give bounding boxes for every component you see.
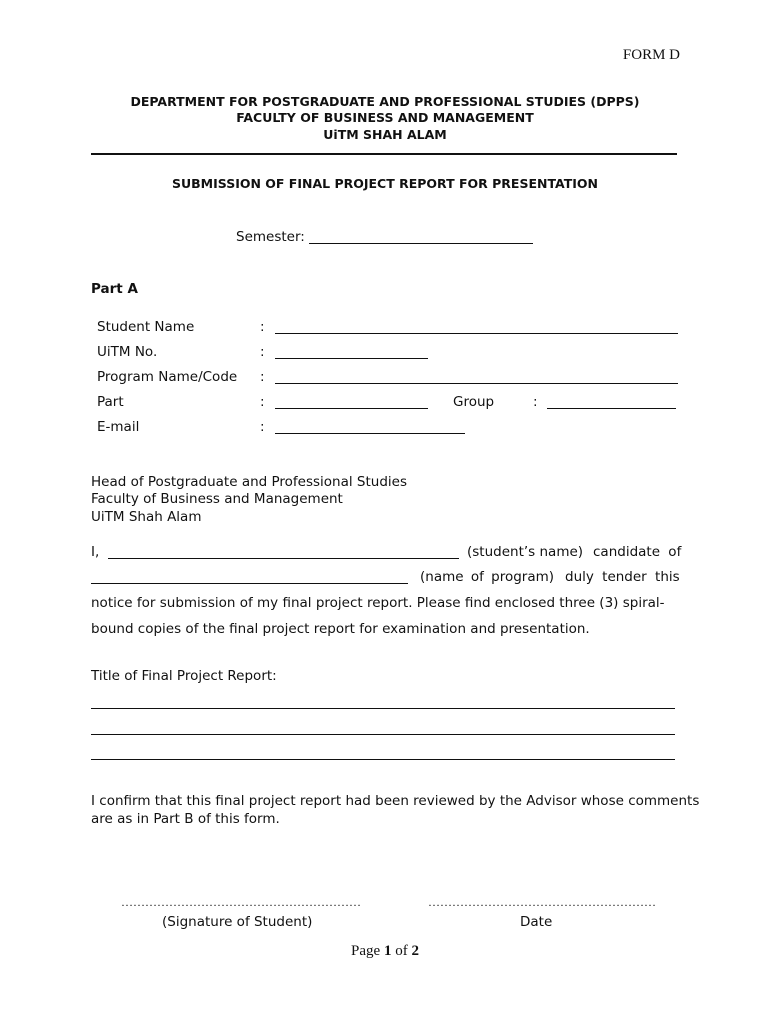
colon: : — [260, 369, 265, 385]
part-label: Part — [97, 394, 124, 410]
date-label: Date — [520, 914, 553, 930]
page-number: 1 — [383, 943, 392, 959]
colon: : — [260, 394, 265, 410]
confirm-line-1: I confirm that this final project report had been reviewed by the Advisor whose comments — [91, 793, 700, 809]
uitm-no-field[interactable] — [275, 358, 428, 359]
colon: : — [260, 419, 265, 435]
part-a-title: Part A — [91, 281, 138, 297]
group-label: Group — [453, 394, 495, 410]
declaration-students-name-hint: (student’s name) — [467, 544, 584, 560]
declaration-duly-tender: duly tender this — [565, 569, 680, 585]
header-divider — [91, 153, 677, 155]
date-signature-line[interactable]: ………………………………………………… — [428, 895, 656, 909]
page-footer — [0, 943, 770, 960]
declaration-candidate-of: candidate of — [593, 544, 682, 560]
student-signature-label: (Signature of Student) — [162, 914, 313, 930]
email-label: E-mail — [97, 419, 140, 435]
addressee-line-2: Faculty of Business and Management — [91, 491, 343, 507]
email-field[interactable] — [275, 433, 465, 434]
declaration-program-field[interactable] — [91, 583, 408, 584]
report-title-field-2[interactable] — [91, 734, 675, 735]
student-name-label: Student Name — [97, 319, 195, 335]
part-field[interactable] — [275, 408, 428, 409]
semester-label: Semester: — [236, 229, 305, 245]
confirm-line-2: are as in Part B of this form. — [91, 811, 280, 827]
report-title-label: Title of Final Project Report: — [91, 668, 277, 684]
declaration-student-name-field[interactable] — [108, 558, 459, 559]
semester-field[interactable] — [309, 243, 533, 244]
colon: : — [260, 344, 265, 360]
group-field[interactable] — [547, 408, 676, 409]
colon: : — [260, 319, 265, 335]
document-title: SUBMISSION OF FINAL PROJECT REPORT FOR PRESENTATION — [171, 176, 598, 191]
declaration-line-4: bound copies of the final project report for examination and presentation. — [91, 621, 590, 637]
of-word: of — [395, 943, 408, 959]
addressee-line-3: UiTM Shah Alam — [91, 509, 202, 525]
student-name-field[interactable] — [275, 333, 678, 334]
report-title-field-3[interactable] — [91, 759, 675, 760]
student-signature-line[interactable]: …………………………………………………… — [121, 895, 361, 909]
department-heading: DEPARTMENT FOR POSTGRADUATE AND PROFESSIONAL STUDIES (DPPS) — [130, 94, 640, 109]
page-total: 2 — [411, 943, 419, 959]
campus-heading: UiTM SHAH ALAM — [323, 127, 447, 142]
report-title-field-1[interactable] — [91, 708, 675, 709]
faculty-heading: FACULTY OF BUSINESS AND MANAGEMENT — [236, 110, 534, 125]
addressee-line-1: Head of Postgraduate and Professional Studies — [91, 474, 408, 490]
declaration-line-3: notice for submission of my final project report. Please find enclosed three (3) spiral- — [91, 595, 665, 611]
program-field[interactable] — [275, 383, 678, 384]
form-label: FORM D — [622, 47, 680, 63]
program-label: Program Name/Code — [97, 369, 238, 385]
colon: : — [533, 394, 538, 410]
page-word: Page — [351, 943, 381, 959]
declaration-i: I, — [91, 544, 100, 560]
uitm-no-label: UiTM No. — [97, 344, 158, 360]
declaration-program-hint: (name of program) — [420, 569, 555, 585]
